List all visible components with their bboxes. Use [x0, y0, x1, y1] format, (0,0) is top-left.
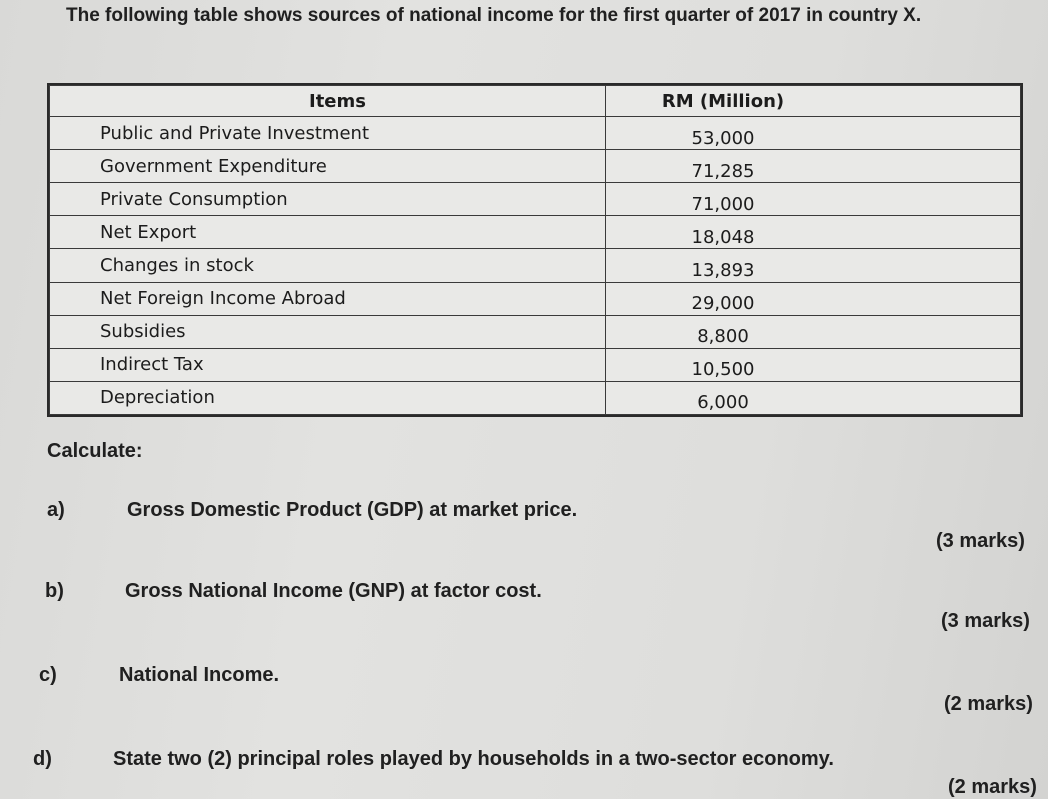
- row-value: 18,048: [606, 216, 1021, 249]
- question-text: Gross Domestic Product (GDP) at market price.: [127, 499, 578, 521]
- calculate-heading: Calculate:: [47, 440, 143, 462]
- row-value: 10,500: [606, 348, 1021, 381]
- row-item: Net Export: [50, 216, 606, 249]
- row-value: 53,000: [606, 117, 1021, 150]
- table-row: [50, 216, 1021, 249]
- intro-text: The following table shows sources of national income for the first quarter of 2017 in country X.: [66, 5, 922, 26]
- question-label: a): [47, 499, 65, 521]
- row-value: 71,285: [606, 150, 1021, 183]
- table-row: [50, 150, 1021, 183]
- row-item: Indirect Tax: [50, 348, 606, 381]
- row-item: Private Consumption: [50, 183, 606, 216]
- question-a-marks: (3 marks): [936, 530, 1025, 552]
- row-item: Public and Private Investment: [50, 117, 606, 150]
- table-row: [50, 348, 1021, 381]
- income-table-grid: [49, 85, 1021, 415]
- question-d-marks: (2 marks): [948, 776, 1037, 798]
- question-label: d): [33, 748, 52, 770]
- row-value: 6,000: [606, 381, 1021, 414]
- question-d: [33, 748, 834, 771]
- question-b-marks: (3 marks): [941, 610, 1030, 632]
- header-items: Items: [50, 86, 606, 117]
- row-value: 13,893: [606, 249, 1021, 282]
- income-table: [47, 83, 1023, 417]
- question-label: b): [45, 580, 64, 602]
- table-row: [50, 315, 1021, 348]
- table-row: [50, 183, 1021, 216]
- row-item: Changes in stock: [50, 249, 606, 282]
- row-item: Government Expenditure: [50, 150, 606, 183]
- header-rm-million: RM (Million): [606, 86, 1021, 117]
- question-a: [47, 499, 577, 522]
- row-item: Net Foreign Income Abroad: [50, 282, 606, 315]
- question-text: Gross National Income (GNP) at factor cost.: [125, 580, 542, 602]
- question-label: c): [39, 664, 57, 686]
- row-item: Depreciation: [50, 381, 606, 414]
- table-row: [50, 381, 1021, 414]
- row-value: 29,000: [606, 282, 1021, 315]
- row-item: Subsidies: [50, 315, 606, 348]
- table-header-row: [50, 86, 1021, 117]
- question-b: [45, 580, 542, 603]
- table-row: [50, 282, 1021, 315]
- row-value: 71,000: [606, 183, 1021, 216]
- question-text: National Income.: [119, 664, 280, 686]
- table-row: [50, 117, 1021, 150]
- table-row: [50, 249, 1021, 282]
- question-c: [39, 664, 279, 687]
- question-c-marks: (2 marks): [944, 693, 1033, 715]
- row-value: 8,800: [606, 315, 1021, 348]
- question-text: State two (2) principal roles played by households in a two-sector economy.: [113, 748, 834, 770]
